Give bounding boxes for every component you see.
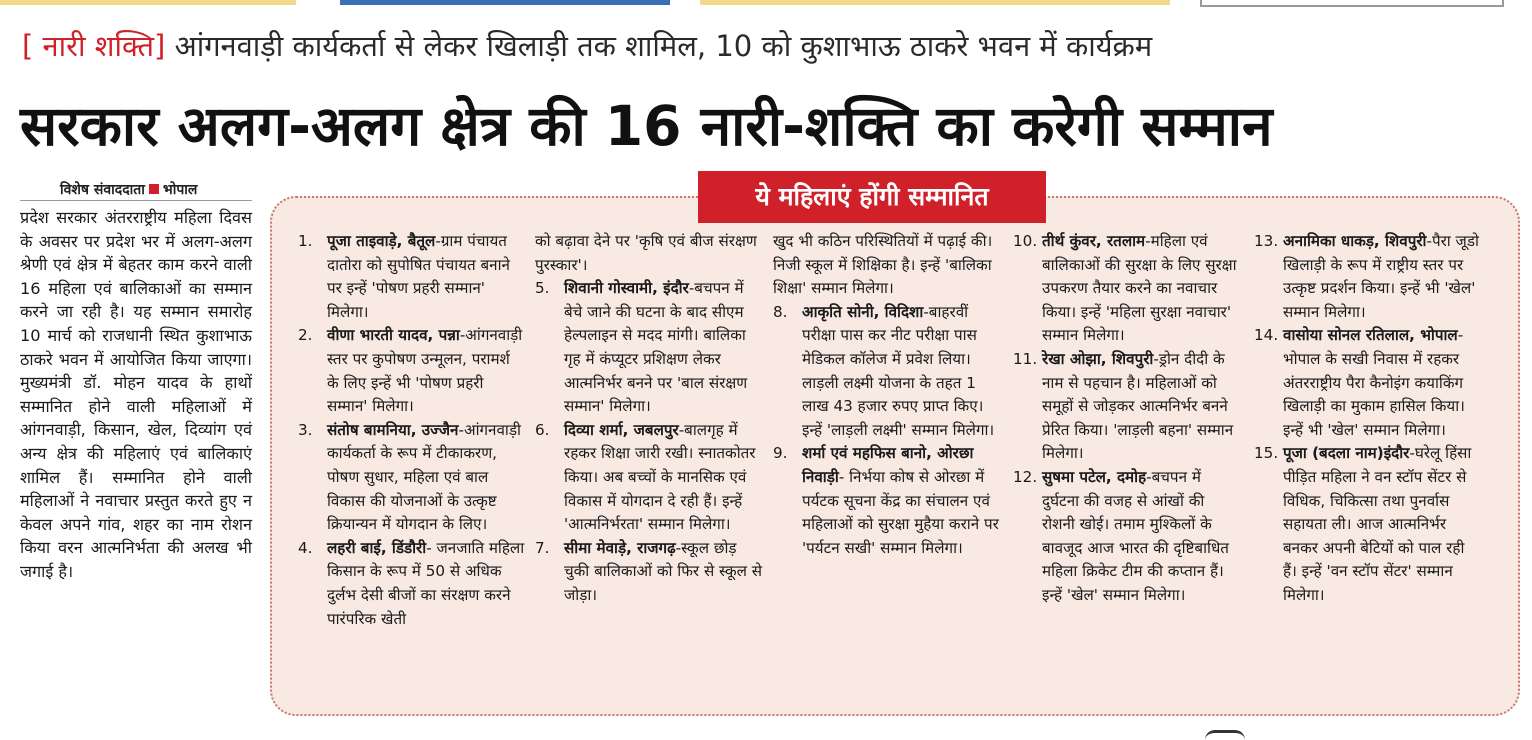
honoree-description: -ग्राम पंचायत दातोरा को सुपोषित पंचायत बनाने पर इन्हें 'पोषण प्रहरी सम्मान' मिलेगा।: [327, 232, 510, 321]
honoree-description: -आंगनवाड़ी स्तर पर कुपोषण उन्मूलन, परामर्श के लिए इन्हें भी 'पोषण प्रहरी सम्मान' मिलेगा।: [327, 326, 523, 416]
honoree-entry: [298, 230, 526, 324]
byline-reporter: विशेष संवाददाता: [60, 182, 145, 198]
honoree-description: - निर्भया कोष से ओरछा में पर्यटक सूचना केंद्र का संचालन एवं महिलाओं को सुरक्षा मुहैया कराने पर 'पर्यटन सखी' सम्मान मिलेगा।: [802, 467, 999, 557]
honoree-name: अनामिका धाकड़, शिवपुरी: [1283, 232, 1427, 250]
honoree-entry: [1013, 466, 1241, 608]
bottom-edge-mark: [1205, 730, 1245, 740]
honoree-number: 1.: [298, 232, 313, 250]
kicker-tag: [ नारी शक्ति]: [22, 29, 166, 63]
honoree-description: -बचपन में दुर्घटना की वजह से आंखों की रोशनी खोई। तमाम मुश्किलों के बावजूद आज भारत की दृष्टिबाधित महिला क्रिकेट टीम की कप्तान हैं। इन्हें 'खेल' सम्मान मिलेगा।: [1042, 467, 1229, 604]
honoree-name: तीर्थ कुंवर, रतलाम: [1042, 232, 1146, 250]
honoree-name: शिवानी गोस्वामी, इंदौर: [564, 279, 689, 298]
honorees-column-4: [1013, 230, 1241, 608]
honoree-name: वीणा भारती यादव, पन्ना: [327, 326, 460, 345]
byline-square-icon: [149, 184, 159, 194]
honoree-description: -घरेलू हिंसा पीड़ित महिला ने वन स्टॉप सेंटर से विधिक, चिकित्सा तथा पुनर्वास सहायता ली। आज आत्मनिर्भर बनकर अपनी बेटियों को पाल रही हैं। इन्हें 'वन स्टॉप सेंटर' सम्मान मिलेगा।: [1283, 444, 1472, 604]
honoree-number: 13.: [1254, 232, 1279, 250]
honoree-number: 12.: [1013, 467, 1038, 486]
honoree-name: रेखा ओझा, शिवपुरी: [1042, 349, 1154, 368]
honoree-name: दिव्या शर्मा, जबलपुर: [564, 420, 679, 439]
byline-city: भोपाल: [162, 182, 198, 198]
honoree-entry: [298, 537, 526, 631]
honoree-name: लहरी बाई, डिंडौरी: [327, 538, 427, 557]
honoree-name: आकृति सोनी, विदिशा: [802, 302, 924, 321]
honoree-entry: [1254, 230, 1482, 324]
honoree-description: -पैरा जूडो खिलाड़ी के रूप में राष्ट्रीय स्तर पर उत्कृष्ट प्रदर्शन किया। इन्हें भी 'खेल' सम्मान मिलेगा।: [1283, 232, 1479, 321]
honoree-name: पूजा ताइवाड़े, बैतूल: [327, 232, 436, 250]
honoree-description: को बढ़ावा देने पर 'कृषि एवं बीज संरक्षण पुरस्कार'।: [535, 232, 757, 274]
honoree-number: 9.: [773, 444, 788, 463]
honoree-entry: [773, 301, 1001, 443]
honoree-description: - जनजाति महिला किसान के रूप में 50 से अधिक दुर्लभ देसी बीजों का संरक्षण करने पारंपरिक खेती: [327, 538, 525, 628]
honoree-entry: [1013, 230, 1241, 348]
honoree-number: 4.: [298, 538, 313, 557]
honoree-description: -आंगनवाड़ी कार्यकर्ता के रूप में टीकाकरण, पोषण सुधार, महिला एवं बाल विकास की योजनाओं के उत्कृष्ट क्रियान्यन में योगदान के लिए।: [327, 420, 521, 534]
honoree-number: 6.: [535, 420, 550, 439]
top-color-bar: [0, 0, 1532, 8]
honoree-entry: [535, 537, 763, 608]
honoree-number: 3.: [298, 420, 313, 439]
honoree-entry: [773, 442, 1001, 560]
byline-divider: [20, 200, 252, 201]
honoree-description: -बालगृह में रहकर शिक्षा जारी रखी। स्नातकोतर किया। अब बच्चों के मानसिक एवं विकास में योगदान दे रही हैं। इन्हें 'आत्मनिर्भरता' सम्मान मिलेगा।: [564, 420, 756, 534]
honoree-entry-continued: [773, 230, 1001, 301]
honoree-name: संतोष बामनिया, उज्जैन: [327, 420, 459, 439]
byline: [60, 180, 197, 199]
honoree-description: - भोपाल के सखी निवास में रहकर अंतरराष्ट्रीय पैरा कैनोइंग कयाकिंग खिलाड़ी का मुकाम हासिल किया। इन्हें भी 'खेल' सम्मान मिलेगा।: [1283, 326, 1465, 439]
honoree-description: -बाहरवीं परीक्षा पास कर नीट परीक्षा पास मेडिकल कॉलेज में प्रवेश लिया। लाड़ली लक्ष्मी योजना के तहत 1 लाख 43 हजार रुपए प्राप्त किए। इन्हें 'लाड़ली लक्ष्मी' सम्मान मिलेगा।: [802, 302, 995, 439]
honorees-column-2: [535, 230, 763, 608]
honoree-description: -महिला एवं बालिकाओं की सुरक्षा के लिए सुरक्षा उपकरण तैयार करने का नवाचार किया। इन्हें 'महिला सुरक्षा नवाचार' सम्मान मिलेगा।: [1042, 232, 1237, 345]
honoree-name: शर्मा एवं महफिस बानो, ओरछा निवाड़ी: [802, 444, 974, 486]
honoree-entry: [298, 419, 526, 537]
honoree-entry: [1254, 324, 1482, 442]
honoree-name: पूजा (बदला नाम)इंदौर: [1283, 444, 1410, 463]
honorees-column-3: [773, 230, 1001, 560]
honoree-description: -बचपन में बेचे जाने की घटना के बाद सीएम हेल्पलाइन से मदद मांगी। बालिका गृह में कंप्यूटर प्रशिक्षण लेकर आत्मनिर्भर बनने पर 'बाल संरक्षण सम्मान' मिलेगा।: [564, 279, 748, 416]
honoree-number: 8.: [773, 302, 788, 321]
honoree-number: 15.: [1254, 444, 1279, 463]
honoree-entry: [535, 419, 763, 537]
honoree-name: वासोया सोनल रतिलाल, भोपाल: [1283, 326, 1458, 345]
intro-paragraph: प्रदेश सरकार अंतरराष्ट्रीय महिला दिवस के अवसर पर प्रदेश भर में अलग-अलग श्रेणी एवं क्षेत्र में बेहतर काम करने वाली 16 महिला एवं बालिकाओं का सम्मान करने जा रही है। यह सम्मान समारोह 10 मार्च को राजधानी स्थित कुशाभाऊ ठाकरे भवन में आयोजित किया जाएगा। मुख्यमंत्री डॉ. मोहन यादव के हाथों सम्मानित होने वाली महिलाओं में आंगनवाड़ी, किसान, खेल, दिव्यांग एवं अन्य क्षेत्र की महिलाएं एवं बालिकाएं शामिल हैं। सम्मानित होने वाली महिलाओं ने नवाचार प्रस्तुत करते हुए न केवल अपने गांव, शहर का नाम रोशन किया वरन आत्मनिर्भता की अलख भी जगाई है।: [20, 208, 252, 581]
honoree-description: -स्कूल छोड़ चुकी बालिकाओं को फिर से स्कूल से जोड़ा।: [564, 538, 763, 604]
kicker-text: आंगनवाड़ी कार्यकर्ता से लेकर खिलाड़ी तक शामिल, 10 को कुशाभाऊ ठाकरे भवन में कार्यक्रम: [174, 29, 1153, 63]
honoree-name: सुषमा पटेल, दमोह: [1042, 467, 1147, 486]
honorees-banner: ये महिलाएं होंगी सम्मानित: [698, 171, 1046, 223]
honoree-number: 10.: [1013, 232, 1038, 250]
honoree-number: 7.: [535, 538, 550, 557]
honoree-number: 2.: [298, 326, 313, 345]
honoree-number: 11.: [1013, 349, 1038, 368]
honorees-column-1: [298, 230, 526, 631]
honoree-entry-continued: [535, 230, 763, 277]
honoree-entry: [298, 324, 526, 418]
honoree-name: सीमा मेवाड़े, राजगढ़: [564, 538, 676, 557]
headline: सरकार अलग-अलग क्षेत्र की 16 नारी-शक्ति का करेगी सम्मान: [20, 94, 1273, 158]
honoree-number: 5.: [535, 279, 550, 298]
kicker-line: [22, 26, 1522, 66]
honoree-description: खुद भी कठिन परिस्थितियों में पढ़ाई की। निजी स्कूल में शिक्षिका है। इन्हें 'बालिका शिक्षा' सम्मान मिलेगा।: [773, 232, 993, 298]
honoree-description: -ड्रोन दीदी के नाम से पहचान है। महिलाओं को समूहों से जोड़कर आत्मनिर्भर बनने प्रेरित किया। 'लाड़ली बहना' सम्मान मिलेगा।: [1042, 349, 1234, 463]
honorees-column-5: [1254, 230, 1482, 608]
honoree-number: 14.: [1254, 326, 1279, 345]
honoree-entry: [1013, 348, 1241, 466]
honoree-entry: [535, 277, 763, 419]
honoree-entry: [1254, 442, 1482, 607]
